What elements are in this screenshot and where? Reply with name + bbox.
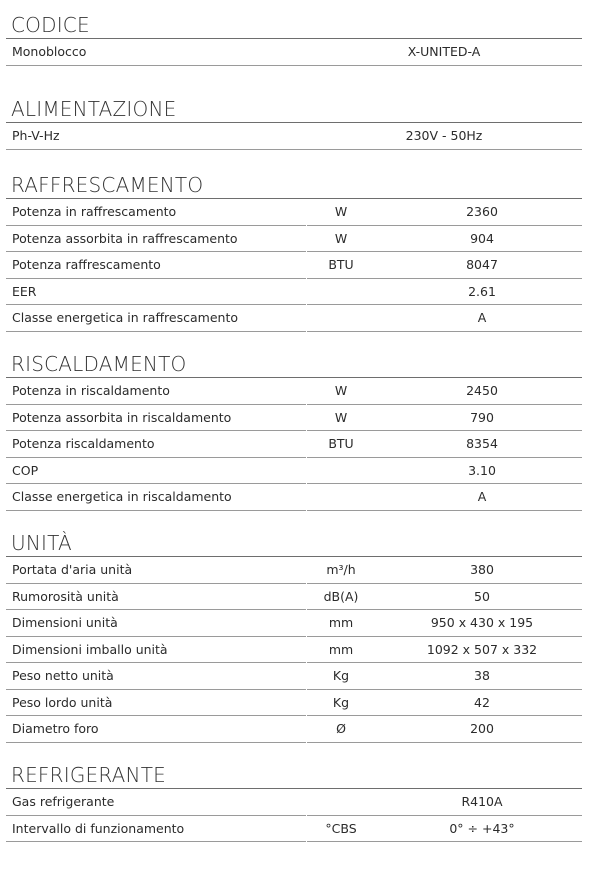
spec-unit: [306, 458, 375, 485]
spec-label: Potenza raffrescamento: [12, 257, 161, 272]
spec-value: 42: [474, 694, 490, 710]
spec-value: 8047: [466, 257, 498, 272]
spec-value: A: [477, 310, 487, 325]
spec-row: [6, 789, 582, 816]
spec-value: 904: [470, 230, 494, 246]
spec-row: [6, 123, 582, 150]
spec-row: [6, 610, 582, 637]
spec-row: [6, 252, 582, 279]
spec-unit: Kg: [306, 690, 375, 717]
spec-value: 8354: [466, 436, 498, 451]
section-refrigerante: [6, 762, 582, 842]
spec-label: Intervallo di funzionamento: [12, 820, 185, 836]
spec-value: R410A: [461, 794, 503, 809]
spec-value: 50: [474, 588, 490, 604]
spec-row: [6, 716, 582, 743]
spec-label: Diametro foro: [12, 721, 99, 736]
spec-row: [6, 305, 582, 332]
spec-label: COP: [12, 462, 39, 478]
spec-row: [6, 39, 582, 66]
spec-label: Monoblocco: [12, 44, 87, 59]
spec-unit: [306, 279, 375, 306]
section-title: ALIMENTAZIONE: [11, 97, 177, 121]
spec-label: Rumorosità unità: [12, 588, 119, 604]
spec-unit: Ø: [306, 716, 375, 743]
spec-row: [6, 378, 582, 405]
spec-value: A: [477, 489, 487, 504]
spec-value: 0° ÷ +43°: [449, 820, 515, 836]
spec-row: [6, 637, 582, 664]
spec-unit: [306, 789, 375, 816]
spec-label: Classe energetica in raffrescamento: [12, 310, 238, 325]
spec-label: Portata d'aria unità: [12, 562, 133, 577]
spec-unit: [306, 305, 375, 332]
spec-unit: °CBS: [306, 816, 375, 843]
spec-row: [6, 816, 582, 843]
section-unita: [6, 530, 582, 743]
spec-row: [6, 458, 582, 485]
spec-unit: Kg: [306, 663, 375, 690]
spec-row: [6, 199, 582, 226]
spec-value: 2.61: [468, 283, 496, 299]
spec-row: [6, 663, 582, 690]
spec-label: Dimensioni unità: [12, 615, 118, 630]
spec-row: [6, 690, 582, 717]
spec-label: Peso netto unità: [12, 668, 114, 683]
section-raffrescamento: [6, 172, 582, 332]
spec-unit: dB(A): [306, 584, 375, 611]
spec-label: Potenza in riscaldamento: [12, 383, 170, 398]
spec-unit: m³/h: [306, 557, 375, 584]
spec-value: X-UNITED-A: [407, 44, 481, 59]
spec-value: 790: [470, 409, 494, 425]
spec-value: 3.10: [468, 462, 496, 478]
section-alimentazione: [6, 96, 582, 150]
spec-label: Peso lordo unità: [12, 694, 113, 710]
spec-label: Potenza riscaldamento: [12, 436, 155, 451]
spec-value: 38: [474, 668, 490, 683]
spec-unit: BTU: [306, 252, 375, 279]
spec-unit: mm: [306, 610, 375, 637]
spec-value: 1092 x 507 x 332: [426, 641, 538, 657]
spec-unit: W: [306, 378, 375, 405]
spec-label: Dimensioni imballo unità: [12, 641, 168, 657]
spec-label: Classe energetica in riscaldamento: [12, 489, 232, 504]
spec-unit: W: [306, 199, 375, 226]
spec-value: 2360: [466, 204, 498, 219]
spec-row: [6, 584, 582, 611]
spec-label: Ph-V-Hz: [12, 128, 60, 143]
spec-row: [6, 484, 582, 511]
spec-row: [6, 226, 582, 253]
spec-value: 380: [470, 562, 494, 577]
spec-label: EER: [12, 283, 37, 299]
spec-label: Potenza in raffrescamento: [12, 204, 177, 219]
spec-unit: mm: [306, 637, 375, 664]
section-riscaldamento: [6, 351, 582, 511]
spec-row: [6, 279, 582, 306]
spec-row: [6, 405, 582, 432]
spec-row: [6, 557, 582, 584]
section-title: RISCALDAMENTO: [11, 352, 187, 376]
section-title: CODICE: [11, 13, 90, 37]
spec-unit: W: [306, 226, 375, 253]
section-title: UNITÀ: [11, 531, 72, 555]
spec-label: Potenza assorbita in raffrescamento: [12, 230, 238, 246]
spec-unit: BTU: [306, 431, 375, 458]
spec-label: Gas refrigerante: [12, 794, 115, 809]
spec-unit: [306, 484, 375, 511]
section-title: RAFFRESCAMENTO: [11, 173, 204, 197]
spec-unit: W: [306, 405, 375, 432]
spec-value: 230V - 50Hz: [405, 128, 483, 143]
spec-row: [6, 431, 582, 458]
spec-value: 2450: [466, 383, 498, 398]
spec-label: Potenza assorbita in riscaldamento: [12, 409, 232, 425]
section-title: REFRIGERANTE: [11, 763, 166, 787]
spec-value: 950 x 430 x 195: [430, 615, 534, 630]
section-codice: [6, 12, 582, 66]
spec-value: 200: [470, 721, 494, 736]
